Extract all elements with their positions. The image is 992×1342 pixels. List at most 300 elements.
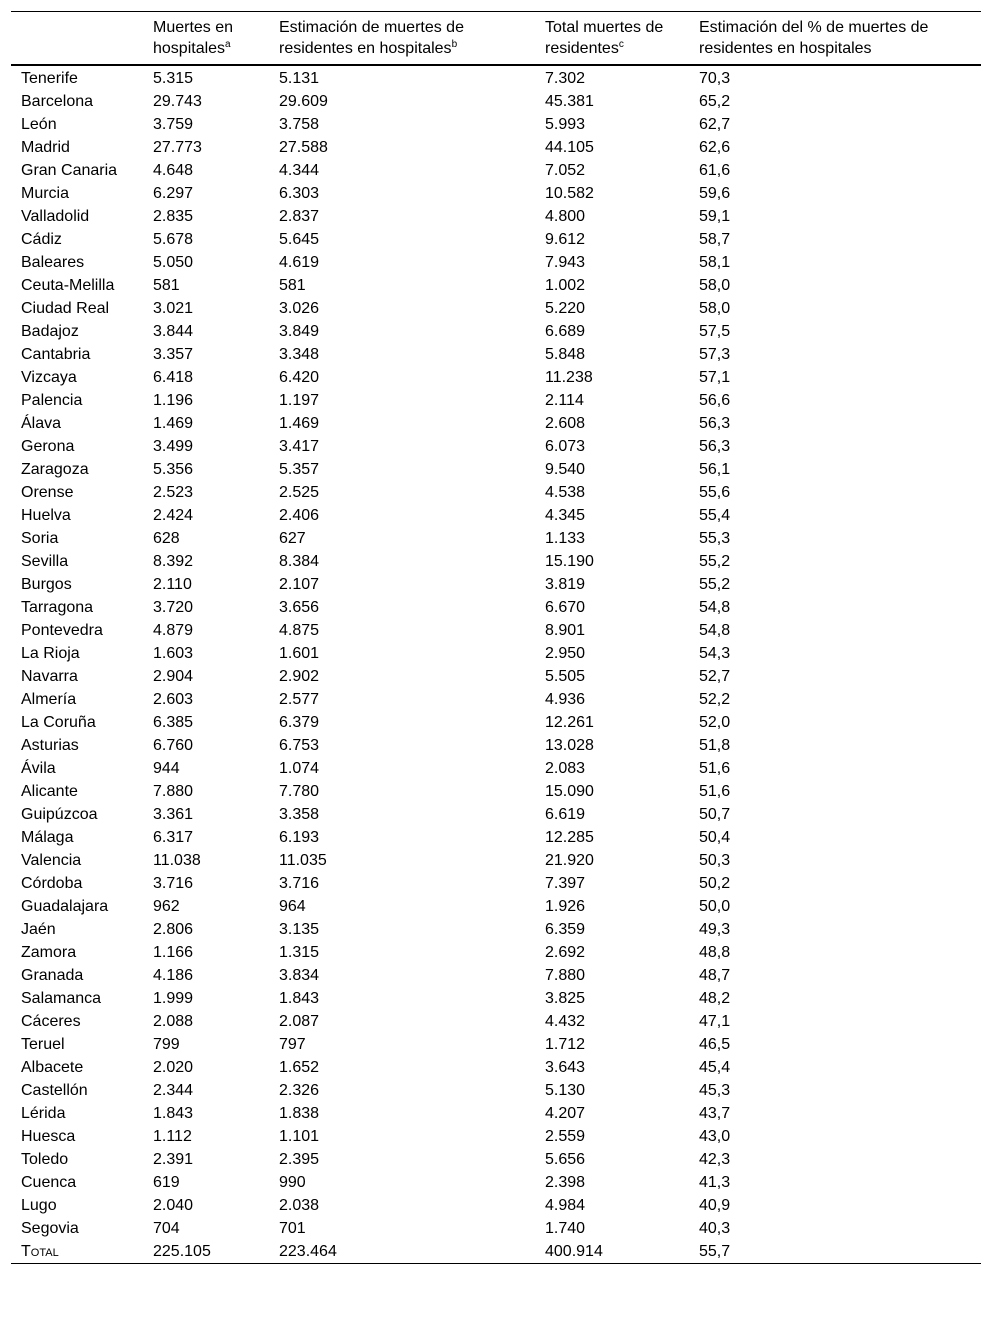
table-cell: 54,8 bbox=[699, 622, 731, 639]
table-row bbox=[11, 1079, 981, 1102]
table-cell: 4.345 bbox=[545, 507, 586, 524]
table-row bbox=[11, 297, 981, 320]
table-cell: 54,8 bbox=[699, 599, 731, 616]
province-name: Murcia bbox=[21, 185, 70, 202]
table-cell: 1.843 bbox=[153, 1105, 194, 1122]
table-cell: 1.712 bbox=[545, 1036, 586, 1053]
table-row bbox=[11, 757, 981, 780]
table-row bbox=[11, 872, 981, 895]
table-cell: 48,8 bbox=[699, 944, 731, 961]
table-cell: 3.348 bbox=[279, 346, 320, 363]
table-cell: 50,0 bbox=[699, 898, 731, 915]
table-row bbox=[11, 65, 981, 90]
column-header-3 bbox=[541, 12, 695, 66]
table-cell: 3.716 bbox=[153, 875, 194, 892]
table-cell: 3.849 bbox=[279, 323, 320, 340]
table-cell: 2.344 bbox=[153, 1082, 194, 1099]
table-cell: 2.692 bbox=[545, 944, 586, 961]
table-cell: 4.936 bbox=[545, 691, 586, 708]
column-header-2 bbox=[275, 12, 541, 66]
table-cell: 5.848 bbox=[545, 346, 586, 363]
table-cell: 797 bbox=[279, 1036, 306, 1053]
table-row bbox=[11, 1148, 981, 1171]
table-cell: 58,1 bbox=[699, 254, 731, 271]
table-cell: 51,6 bbox=[699, 760, 731, 777]
table-cell: 3.759 bbox=[153, 116, 194, 133]
table-row bbox=[11, 504, 981, 527]
table-cell: 6.359 bbox=[545, 921, 586, 938]
table-row bbox=[11, 734, 981, 757]
table-cell: 62,7 bbox=[699, 116, 731, 133]
table-cell: 62,6 bbox=[699, 139, 731, 156]
table-cell: 65,2 bbox=[699, 93, 731, 110]
table-cell: 619 bbox=[153, 1174, 180, 1191]
table-cell: 2.837 bbox=[279, 208, 320, 225]
table-cell: 3.656 bbox=[279, 599, 320, 616]
table-row bbox=[11, 251, 981, 274]
province-name: Lérida bbox=[21, 1105, 66, 1122]
province-name: Teruel bbox=[21, 1036, 65, 1053]
province-name: Huelva bbox=[21, 507, 71, 524]
table-cell: 6.670 bbox=[545, 599, 586, 616]
table-row bbox=[11, 527, 981, 550]
table-cell: 5.315 bbox=[153, 70, 194, 87]
table-row bbox=[11, 849, 981, 872]
table-cell: 40,9 bbox=[699, 1197, 731, 1214]
table-row bbox=[11, 389, 981, 412]
table-cell: 3.825 bbox=[545, 990, 586, 1007]
table-cell: 990 bbox=[279, 1174, 306, 1191]
table-row bbox=[11, 182, 981, 205]
table-row bbox=[11, 941, 981, 964]
province-name: Soria bbox=[21, 530, 59, 547]
province-name: Tenerife bbox=[21, 70, 78, 87]
table-cell: 1.999 bbox=[153, 990, 194, 1007]
table-cell: 13.028 bbox=[545, 737, 594, 754]
table-cell: 2.523 bbox=[153, 484, 194, 501]
table-cell: 55,2 bbox=[699, 576, 731, 593]
table-cell: 5.130 bbox=[545, 1082, 586, 1099]
province-name: Castellón bbox=[21, 1082, 88, 1099]
table-cell: 5.656 bbox=[545, 1151, 586, 1168]
table-cell: 3.643 bbox=[545, 1059, 586, 1076]
table-row bbox=[11, 780, 981, 803]
header-row bbox=[11, 12, 981, 66]
table-body bbox=[11, 65, 981, 1264]
province-name: Cádiz bbox=[21, 231, 62, 248]
province-name: Valladolid bbox=[21, 208, 90, 225]
table-cell: 8.392 bbox=[153, 553, 194, 570]
table-row bbox=[11, 1056, 981, 1079]
table-cell: 49,3 bbox=[699, 921, 731, 938]
table-cell: 2.087 bbox=[279, 1013, 320, 1030]
table-cell: 3.417 bbox=[279, 438, 320, 455]
table-row bbox=[11, 159, 981, 182]
table-cell: 1.002 bbox=[545, 277, 586, 294]
table-cell: 57,3 bbox=[699, 346, 731, 363]
table-cell: 47,1 bbox=[699, 1013, 731, 1030]
province-name: Total bbox=[21, 1243, 59, 1260]
table-cell: 11.038 bbox=[153, 852, 201, 869]
table-cell: 2.395 bbox=[279, 1151, 320, 1168]
table-cell: 1.652 bbox=[279, 1059, 320, 1076]
province-name: Cantabria bbox=[21, 346, 91, 363]
table-cell: 2.083 bbox=[545, 760, 586, 777]
table-cell: 55,7 bbox=[699, 1243, 731, 1260]
table-cell: 1.101 bbox=[279, 1128, 320, 1145]
province-name: Zamora bbox=[21, 944, 77, 961]
table-cell: 223.464 bbox=[279, 1243, 337, 1260]
table-cell: 11.035 bbox=[279, 852, 327, 869]
table-cell: 3.758 bbox=[279, 116, 320, 133]
table-cell: 57,5 bbox=[699, 323, 731, 340]
province-name: Navarra bbox=[21, 668, 78, 685]
footnote-marker: b bbox=[451, 39, 458, 50]
table-cell: 6.193 bbox=[279, 829, 320, 846]
table-row bbox=[11, 711, 981, 734]
province-name: Granada bbox=[21, 967, 84, 984]
province-name: Toledo bbox=[21, 1151, 69, 1168]
province-name: Alicante bbox=[21, 783, 78, 800]
table-cell: 5.220 bbox=[545, 300, 586, 317]
table-cell: 3.021 bbox=[153, 300, 194, 317]
table-cell: 56,6 bbox=[699, 392, 731, 409]
table-cell: 48,7 bbox=[699, 967, 731, 984]
table-cell: 3.720 bbox=[153, 599, 194, 616]
province-name: Palencia bbox=[21, 392, 83, 409]
table-cell: 57,1 bbox=[699, 369, 731, 386]
table-cell: 2.020 bbox=[153, 1059, 194, 1076]
table-cell: 58,0 bbox=[699, 300, 731, 317]
table-cell: 2.406 bbox=[279, 507, 320, 524]
table-cell: 2.950 bbox=[545, 645, 586, 662]
table-row bbox=[11, 481, 981, 504]
table-cell: 1.196 bbox=[153, 392, 194, 409]
table-cell: 7.780 bbox=[279, 783, 320, 800]
column-header-4 bbox=[695, 12, 981, 66]
table-row bbox=[11, 435, 981, 458]
table-row bbox=[11, 1217, 981, 1240]
table-cell: 4.186 bbox=[153, 967, 194, 984]
table-cell: 3.834 bbox=[279, 967, 320, 984]
province-name: Valencia bbox=[21, 852, 82, 869]
table-row bbox=[11, 228, 981, 251]
table-cell: 4.879 bbox=[153, 622, 194, 639]
table-cell: 41,3 bbox=[699, 1174, 731, 1191]
table-cell: 1.315 bbox=[279, 944, 320, 961]
table-cell: 1.112 bbox=[153, 1128, 192, 1145]
table-cell: 10.582 bbox=[545, 185, 594, 202]
table-cell: 55,4 bbox=[699, 507, 731, 524]
table-cell: 5.645 bbox=[279, 231, 320, 248]
table-cell: 3.716 bbox=[279, 875, 320, 892]
province-name: Gran Canaria bbox=[21, 162, 118, 179]
province-name: Ávila bbox=[21, 760, 56, 777]
table-cell: 2.114 bbox=[545, 392, 584, 409]
table-cell: 701 bbox=[279, 1220, 306, 1237]
table-cell: 52,7 bbox=[699, 668, 731, 685]
province-name: Gerona bbox=[21, 438, 75, 455]
table-cell: 2.603 bbox=[153, 691, 194, 708]
table-row bbox=[11, 1125, 981, 1148]
province-name: Huesca bbox=[21, 1128, 76, 1145]
table-cell: 5.993 bbox=[545, 116, 586, 133]
table-row bbox=[11, 803, 981, 826]
table-cell: 55,3 bbox=[699, 530, 731, 547]
table-cell: 5.050 bbox=[153, 254, 194, 271]
table-row bbox=[11, 987, 981, 1010]
table-cell: 21.920 bbox=[545, 852, 594, 869]
province-name: Asturias bbox=[21, 737, 79, 754]
total-row bbox=[11, 1240, 981, 1264]
table-cell: 2.559 bbox=[545, 1128, 586, 1145]
table-cell: 58,0 bbox=[699, 277, 731, 294]
table-cell: 9.612 bbox=[545, 231, 586, 248]
province-name: Ciudad Real bbox=[21, 300, 110, 317]
mortality-table bbox=[11, 11, 981, 1264]
column-header-1 bbox=[149, 12, 275, 66]
table-cell: 42,3 bbox=[699, 1151, 731, 1168]
table-cell: 1.074 bbox=[279, 760, 320, 777]
province-name: Almería bbox=[21, 691, 77, 708]
table-cell: 27.588 bbox=[279, 139, 328, 156]
table-cell: 1.603 bbox=[153, 645, 194, 662]
table-cell: 51,6 bbox=[699, 783, 731, 800]
table-cell: 944 bbox=[153, 760, 180, 777]
table-cell: 55,6 bbox=[699, 484, 731, 501]
table-cell: 54,3 bbox=[699, 645, 731, 662]
table-cell: 5.356 bbox=[153, 461, 194, 478]
table-cell: 3.819 bbox=[545, 576, 586, 593]
table-cell: 3.361 bbox=[153, 806, 194, 823]
province-name: Córdoba bbox=[21, 875, 83, 892]
table-row bbox=[11, 1194, 981, 1217]
table-cell: 61,6 bbox=[699, 162, 731, 179]
table-row bbox=[11, 1033, 981, 1056]
table-cell: 1.601 bbox=[279, 645, 320, 662]
table-cell: 5.678 bbox=[153, 231, 194, 248]
table-cell: 45,3 bbox=[699, 1082, 731, 1099]
table-row bbox=[11, 1102, 981, 1125]
table-cell: 4.538 bbox=[545, 484, 586, 501]
table-row bbox=[11, 895, 981, 918]
table-cell: 6.297 bbox=[153, 185, 194, 202]
table-cell: 1.926 bbox=[545, 898, 586, 915]
table-cell: 7.052 bbox=[545, 162, 586, 179]
table-cell: 59,6 bbox=[699, 185, 731, 202]
table-cell: 6.317 bbox=[153, 829, 194, 846]
table-cell: 15.090 bbox=[545, 783, 594, 800]
table-cell: 3.844 bbox=[153, 323, 194, 340]
province-name: Barcelona bbox=[21, 93, 94, 110]
table-cell: 962 bbox=[153, 898, 180, 915]
province-name: Lugo bbox=[21, 1197, 57, 1214]
table-cell: 1.838 bbox=[279, 1105, 320, 1122]
table-cell: 46,5 bbox=[699, 1036, 731, 1053]
table-cell: 2.902 bbox=[279, 668, 320, 685]
table-cell: 704 bbox=[153, 1220, 180, 1237]
table-cell: 4.800 bbox=[545, 208, 586, 225]
table-cell: 50,3 bbox=[699, 852, 731, 869]
table-row bbox=[11, 320, 981, 343]
table-cell: 4.432 bbox=[545, 1013, 586, 1030]
table-row bbox=[11, 826, 981, 849]
table-cell: 2.608 bbox=[545, 415, 586, 432]
table-cell: 4.207 bbox=[545, 1105, 586, 1122]
table-cell: 52,2 bbox=[699, 691, 731, 708]
table-cell: 40,3 bbox=[699, 1220, 731, 1237]
province-name: Baleares bbox=[21, 254, 85, 271]
table-cell: 51,8 bbox=[699, 737, 731, 754]
province-name: Málaga bbox=[21, 829, 74, 846]
province-name: Guadalajara bbox=[21, 898, 109, 915]
table-row bbox=[11, 136, 981, 159]
table-cell: 2.088 bbox=[153, 1013, 194, 1030]
table-cell: 628 bbox=[153, 530, 180, 547]
table-cell: 2.038 bbox=[279, 1197, 320, 1214]
table-cell: 964 bbox=[279, 898, 306, 915]
table-cell: 1.166 bbox=[153, 944, 194, 961]
table-cell: 1.469 bbox=[153, 415, 194, 432]
table-cell: 4.344 bbox=[279, 162, 320, 179]
table-cell: 6.418 bbox=[153, 369, 194, 386]
table-cell: 581 bbox=[153, 277, 180, 294]
table-cell: 2.391 bbox=[153, 1151, 194, 1168]
table-cell: 4.619 bbox=[279, 254, 320, 271]
table-cell: 9.540 bbox=[545, 461, 586, 478]
table-cell: 48,2 bbox=[699, 990, 731, 1007]
table-cell: 400.914 bbox=[545, 1243, 603, 1260]
table-cell: 5.505 bbox=[545, 668, 586, 685]
province-name: Pontevedra bbox=[21, 622, 103, 639]
table-cell: 4.875 bbox=[279, 622, 320, 639]
province-name: Vizcaya bbox=[21, 369, 77, 386]
table-cell: 3.135 bbox=[279, 921, 320, 938]
table-cell: 6.753 bbox=[279, 737, 320, 754]
province-name: Badajoz bbox=[21, 323, 79, 340]
table-cell: 581 bbox=[279, 277, 306, 294]
province-name: La Coruña bbox=[21, 714, 96, 731]
table-cell: 2.806 bbox=[153, 921, 194, 938]
province-name: Cáceres bbox=[21, 1013, 81, 1030]
table-cell: 50,4 bbox=[699, 829, 731, 846]
table-cell: 2.525 bbox=[279, 484, 320, 501]
table-cell: 12.285 bbox=[545, 829, 594, 846]
column-header-label: Total muertes de residentes bbox=[545, 19, 664, 57]
table-cell: 44.105 bbox=[545, 139, 594, 156]
table-row bbox=[11, 458, 981, 481]
table-cell: 2.107 bbox=[279, 576, 320, 593]
province-name: Guipúzcoa bbox=[21, 806, 98, 823]
table-cell: 1.469 bbox=[279, 415, 320, 432]
table-cell: 8.384 bbox=[279, 553, 320, 570]
table-cell: 4.648 bbox=[153, 162, 194, 179]
table-cell: 2.040 bbox=[153, 1197, 194, 1214]
table-cell: 5.131 bbox=[279, 70, 320, 87]
province-name: Orense bbox=[21, 484, 74, 501]
column-header-label: Muertes en hospitales bbox=[153, 19, 234, 57]
table-cell: 1.197 bbox=[279, 392, 320, 409]
table-cell: 7.880 bbox=[153, 783, 194, 800]
table-cell: 70,3 bbox=[699, 70, 731, 87]
footnote-marker: c bbox=[618, 39, 624, 50]
table-cell: 55,2 bbox=[699, 553, 731, 570]
table-cell: 3.358 bbox=[279, 806, 320, 823]
table-cell: 52,0 bbox=[699, 714, 731, 731]
table-cell: 27.773 bbox=[153, 139, 202, 156]
table-cell: 225.105 bbox=[153, 1243, 211, 1260]
table-row bbox=[11, 573, 981, 596]
table-cell: 56,1 bbox=[699, 461, 731, 478]
table-row bbox=[11, 1010, 981, 1033]
table-cell: 50,7 bbox=[699, 806, 731, 823]
province-name: Salamanca bbox=[21, 990, 102, 1007]
table-cell: 50,2 bbox=[699, 875, 731, 892]
table-row bbox=[11, 596, 981, 619]
table-cell: 15.190 bbox=[545, 553, 594, 570]
table-cell: 3.026 bbox=[279, 300, 320, 317]
table-row bbox=[11, 665, 981, 688]
table-row bbox=[11, 688, 981, 711]
table-cell: 6.689 bbox=[545, 323, 586, 340]
table-cell: 7.943 bbox=[545, 254, 586, 271]
table-cell: 2.326 bbox=[279, 1082, 320, 1099]
table-cell: 2.110 bbox=[153, 576, 192, 593]
table-cell: 43,7 bbox=[699, 1105, 731, 1122]
table-cell: 7.880 bbox=[545, 967, 586, 984]
table-cell: 1.133 bbox=[545, 530, 586, 547]
table-cell: 4.984 bbox=[545, 1197, 586, 1214]
table-cell: 627 bbox=[279, 530, 306, 547]
column-header-label: Estimación del % de muertes de residentes en hospitales bbox=[699, 19, 929, 57]
province-name: Ceuta-Melilla bbox=[21, 277, 115, 294]
table-cell: 2.835 bbox=[153, 208, 194, 225]
table-row bbox=[11, 1171, 981, 1194]
table-header bbox=[11, 12, 981, 66]
table-cell: 58,7 bbox=[699, 231, 731, 248]
province-name: Sevilla bbox=[21, 553, 69, 570]
table-cell: 2.398 bbox=[545, 1174, 586, 1191]
table-cell: 6.420 bbox=[279, 369, 320, 386]
table-cell: 56,3 bbox=[699, 415, 731, 432]
column-header-0 bbox=[11, 12, 149, 66]
table-row bbox=[11, 205, 981, 228]
table-cell: 6.073 bbox=[545, 438, 586, 455]
table-cell: 7.302 bbox=[545, 70, 586, 87]
table-cell: 2.577 bbox=[279, 691, 320, 708]
table-cell: 1.843 bbox=[279, 990, 320, 1007]
table-row bbox=[11, 412, 981, 435]
table-cell: 6.379 bbox=[279, 714, 320, 731]
table-row bbox=[11, 90, 981, 113]
table-cell: 3.357 bbox=[153, 346, 194, 363]
table-cell: 45,4 bbox=[699, 1059, 731, 1076]
column-header-label: Estimación de muertes de residentes en hospitales bbox=[279, 19, 464, 57]
table-cell: 5.357 bbox=[279, 461, 320, 478]
province-name: Cuenca bbox=[21, 1174, 77, 1191]
table-cell: 59,1 bbox=[699, 208, 731, 225]
province-name: Burgos bbox=[21, 576, 72, 593]
province-name: Segovia bbox=[21, 1220, 79, 1237]
table-cell: 1.740 bbox=[545, 1220, 586, 1237]
table-cell: 56,3 bbox=[699, 438, 731, 455]
table-cell: 6.619 bbox=[545, 806, 586, 823]
table-cell: 6.385 bbox=[153, 714, 194, 731]
province-name: León bbox=[21, 116, 57, 133]
footnote-marker: a bbox=[225, 39, 231, 50]
table-cell: 12.261 bbox=[545, 714, 594, 731]
table-cell: 799 bbox=[153, 1036, 180, 1053]
